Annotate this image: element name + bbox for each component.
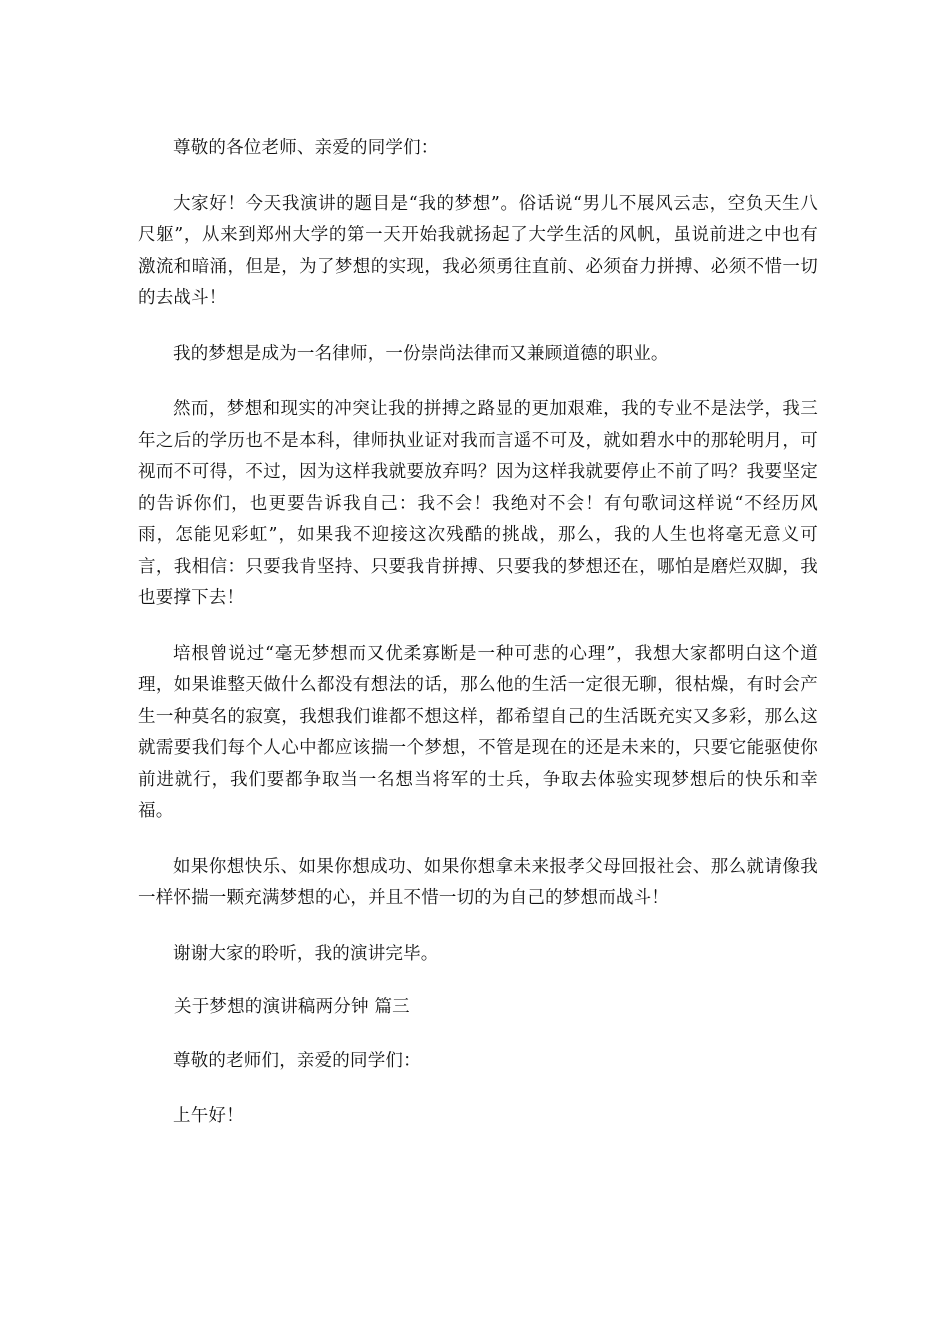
paragraph-dream: 我的梦想是成为一名律师，一份崇尚法律而又兼顾道德的职业。 [173, 343, 669, 364]
paragraph-intro: 大家好！今天我演讲的题目是“我的梦想”。俗话说“男儿不展风云志，空负天生八尺躯”，从来到郑州大学的第一天开始我就扬起了大学生活的风帆，虽说前进之中也有激流和暗涌，但是，为了梦想的实现，我必须勇往直前、必须奋力拼搏、必须不惜一切的去战斗！ [138, 193, 818, 308]
document-body [138, 133, 818, 1133]
paragraph-thanks: 谢谢大家的聆听，我的演讲完毕。 [173, 943, 439, 964]
greeting: 上午好！ [173, 1106, 244, 1126]
salutation-2: 尊敬的老师们，亲爱的同学们： [173, 1050, 421, 1071]
paragraph-bacon: 培根曾说过“毫无梦想而又优柔寡断是一种可悲的心理”，我想大家都明白这个道理，如果谁整天做什么都没有想法的话，那么他的生活一定很无聊，很枯燥，有时会产生一种莫名的寂寞，我想我们谁都不想这样，都希望自己的生活既充实又多彩，那么这就需要我们每个人心中都应该揣一个梦想，不管是现在的还是未来的，只要它能驱使你前进就行，我们要都争取当一名想当将军的士兵，争取去体验实现梦想后的快乐和幸福。 [138, 643, 818, 821]
paragraph-call-to-action: 如果你想快乐、如果你想成功、如果你想拿未来报孝父母回报社会、那么就请像我一样怀揣一颗充满梦想的心，并且不惜一切的为自己的梦想而战斗！ [138, 856, 818, 908]
salutation: 尊敬的各位老师、亲爱的同学们： [173, 138, 439, 158]
paragraph-struggle: 然而，梦想和现实的冲突让我的拼搏之路显的更加艰难，我的专业不是法学，我三年之后的学历也不是本科，律师执业证对我而言遥不可及，就如碧水中的那轮明月，可视而不可得，不过，因为这样我就要放弃吗？因为这样我就要停止不前了吗？我要坚定的告诉你们，也更要告诉我自己：我不会！我绝对不会！有句歌词这样说“不经历风雨，怎能见彩虹”，如果我不迎接这次残酷的挑战，那么，我的人生也将毫无意义可言，我相信：只要我肯坚持、只要我肯拼搏、只要我的梦想还在，哪怕是磨烂双脚，我也要撑下去！ [138, 399, 818, 608]
section-heading: 关于梦想的演讲稿两分钟 篇三 [174, 997, 410, 1017]
